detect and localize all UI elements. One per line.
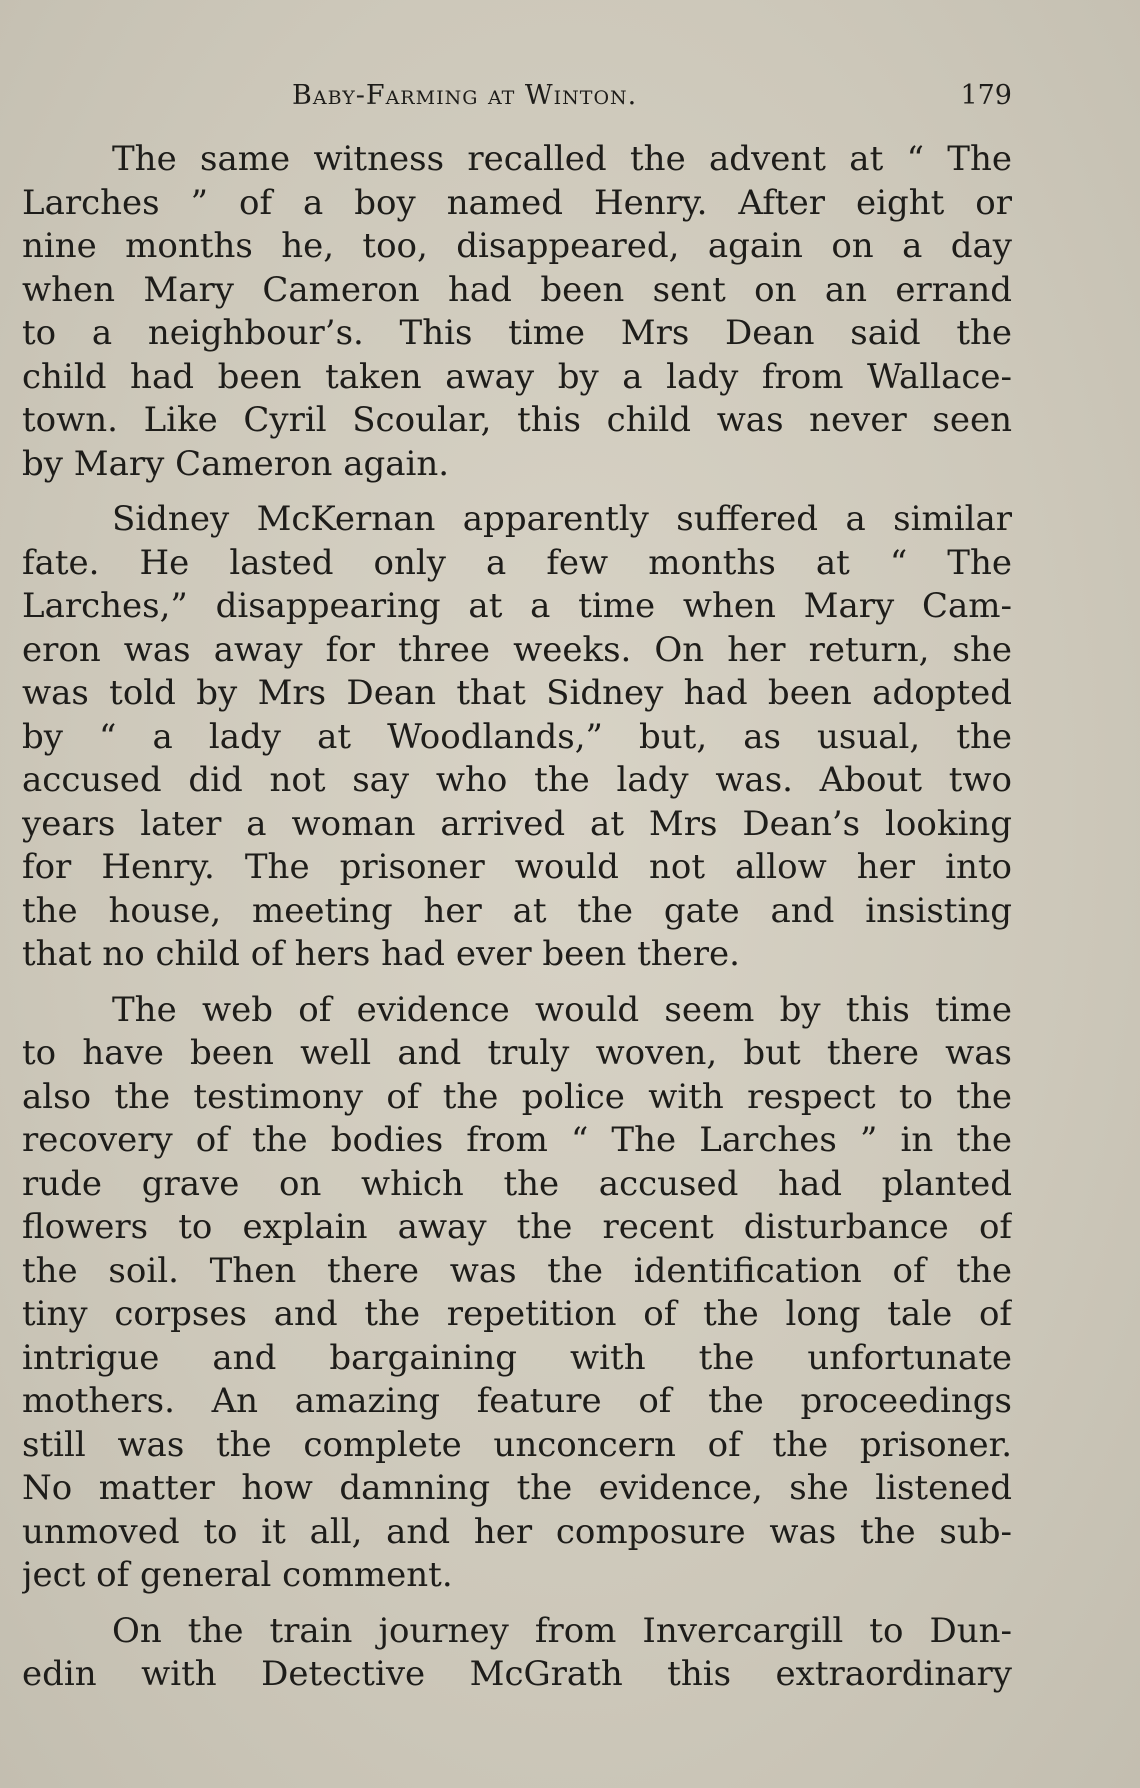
text-line: town. Like Cyril Scoular, this child was never seen bbox=[22, 400, 1012, 440]
paragraph bbox=[22, 138, 1012, 486]
paragraph bbox=[22, 989, 1012, 1598]
text-line: edin with Detective McGrath this extraordinary bbox=[22, 1654, 1012, 1694]
text-line: by “ a lady at Woodlands,” but, as usual, the bbox=[22, 716, 1012, 757]
text-line: to a neighbour’s. This time Mrs Dean said the bbox=[22, 313, 1012, 353]
text-line: flowers to explain away the recent disturbance of bbox=[22, 1207, 1012, 1247]
text-line: Sidney McKernan apparently suffered a similar bbox=[112, 499, 1012, 539]
page-number: 179 bbox=[960, 80, 1012, 111]
text-line: that no child of hers had ever been there. bbox=[22, 934, 740, 974]
paragraph bbox=[22, 498, 1012, 977]
text-line: when Mary Cameron had been sent on an errand bbox=[22, 269, 1012, 310]
text-line: intrigue and bargaining with the unfortunate bbox=[22, 1337, 1012, 1378]
paragraph bbox=[22, 1610, 1012, 1697]
text-line: mothers. An amazing feature of the proceedings bbox=[22, 1381, 1012, 1421]
running-head bbox=[22, 80, 1012, 120]
body-text bbox=[22, 138, 1012, 1709]
text-line: On the train journey from Invercargill to Dun- bbox=[112, 1610, 1012, 1651]
text-line: accused did not say who the lady was. About two bbox=[22, 760, 1012, 800]
text-line: unmoved to it all, and her composure was the sub- bbox=[22, 1511, 1012, 1552]
text-line: The same witness recalled the advent at “ The bbox=[112, 139, 1012, 179]
text-line: No matter how damning the evidence, she listened bbox=[22, 1468, 1012, 1508]
text-line: recovery of the bodies from “ The Larches ” in the bbox=[22, 1120, 1012, 1160]
text-line: The web of evidence would seem by this time bbox=[112, 989, 1012, 1030]
text-line: to have been well and truly woven, but there was bbox=[22, 1033, 1012, 1073]
text-line: rude grave on which the accused had planted bbox=[22, 1163, 1012, 1204]
text-line: child had been taken away by a lady from Wallace- bbox=[22, 356, 1012, 397]
text-line: eron was away for three weeks. On her return, she bbox=[22, 629, 1012, 670]
text-line: still was the complete unconcern of the prisoner. bbox=[22, 1424, 1012, 1465]
text-line: by Mary Cameron again. bbox=[22, 443, 450, 484]
text-line: Larches,” disappearing at a time when Mary Cam- bbox=[22, 586, 1012, 626]
text-line: tiny corpses and the repetition of the long tale of bbox=[22, 1294, 1012, 1334]
text-line: the house, meeting her at the gate and insisting bbox=[22, 890, 1012, 931]
running-title: Baby-Farming at Winton. bbox=[292, 80, 638, 111]
text-line: was told by Mrs Dean that Sidney had been adopted bbox=[22, 673, 1012, 713]
text-line: nine months he, too, disappeared, again on a day bbox=[22, 226, 1012, 266]
text-line: fate. He lasted only a few months at “ The bbox=[22, 542, 1012, 583]
text-line: Larches ” of a boy named Henry. After eight or bbox=[22, 182, 1012, 223]
text-line: for Henry. The prisoner would not allow her into bbox=[22, 847, 1012, 887]
text-line: ject of general comment. bbox=[22, 1555, 453, 1595]
text-line: also the testimony of the police with respect to the bbox=[22, 1076, 1012, 1117]
text-line: the soil. Then there was the identification of the bbox=[22, 1250, 1012, 1291]
text-line: years later a woman arrived at Mrs Dean’s looking bbox=[22, 803, 1012, 844]
